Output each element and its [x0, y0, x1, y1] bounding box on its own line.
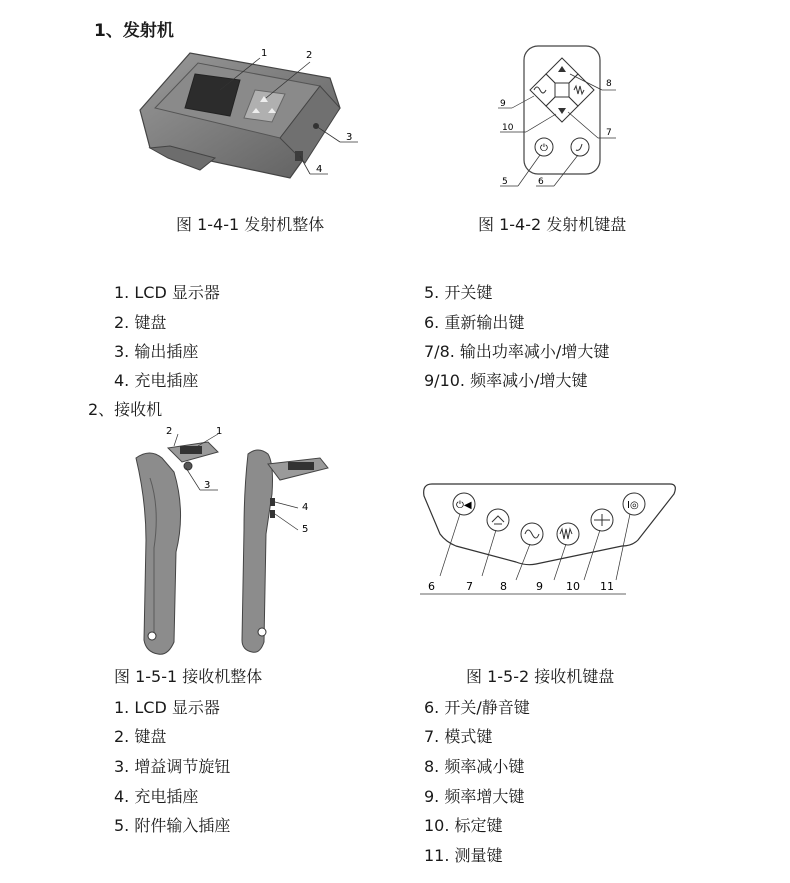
- callout-6: 6: [538, 177, 544, 187]
- list-item: 7/8. 输出功率减小/增大键: [424, 342, 610, 361]
- callout-1: 1: [216, 426, 223, 437]
- callout-4: 4: [316, 164, 323, 175]
- callout-5: 5: [502, 177, 508, 187]
- figure-caption-1-5-1: 图 1-5-1 接收机整体: [114, 667, 263, 686]
- callout-7: 7: [606, 128, 612, 138]
- callout-6: 6: [428, 580, 435, 593]
- list-item: 6. 重新输出键: [424, 313, 525, 332]
- callout-8: 8: [606, 79, 612, 89]
- figure-caption-1-5-2: 图 1-5-2 接收机键盘: [466, 667, 615, 686]
- svg-text:I◎: I◎: [627, 500, 639, 511]
- callout-2: 2: [306, 50, 313, 61]
- list-item: 4. 充电插座: [114, 371, 199, 390]
- figure-caption-1-4-1: 图 1-4-1 发射机整体: [176, 215, 325, 234]
- callout-3: 3: [204, 480, 211, 491]
- list-item: 2. 键盘: [114, 313, 167, 332]
- receiver-illustration: [120, 418, 340, 662]
- callout-9: 9: [536, 580, 543, 593]
- callout-4: 4: [302, 502, 309, 513]
- list-item: 6. 开关/静音键: [424, 698, 530, 717]
- list-item: 2. 键盘: [114, 727, 167, 746]
- callout-8: 8: [500, 580, 507, 593]
- callout-2: 2: [166, 426, 173, 437]
- callout-1: 1: [261, 48, 268, 59]
- list-item: 9. 频率增大键: [424, 787, 525, 806]
- list-item: 3. 增益调节旋钮: [114, 757, 231, 776]
- callout-7: 7: [466, 580, 473, 593]
- callout-11: 11: [600, 580, 614, 593]
- svg-text:⏻◀: ⏻◀: [456, 500, 472, 511]
- list-item: 4. 充电插座: [114, 787, 199, 806]
- section-title-receiver: 2、接收机: [88, 400, 163, 419]
- list-item: 5. 开关键: [424, 283, 493, 302]
- callout-9: 9: [500, 99, 506, 109]
- list-item: 9/10. 频率减小/增大键: [424, 371, 588, 390]
- receiver-keypad-illustration: [416, 476, 686, 610]
- list-item: 10. 标定键: [424, 816, 503, 835]
- list-item: 1. LCD 显示器: [114, 698, 220, 717]
- transmitter-keypad-illustration: [490, 40, 630, 204]
- callout-10: 10: [502, 123, 514, 133]
- list-item: 1. LCD 显示器: [114, 283, 220, 302]
- transmitter-illustration: [120, 38, 380, 202]
- list-item: 5. 附件输入插座: [114, 816, 231, 835]
- section-title-transmitter: 1、发射机: [94, 21, 174, 41]
- callout-5: 5: [302, 524, 309, 535]
- list-item: 8. 频率减小键: [424, 757, 525, 776]
- list-item: 7. 模式键: [424, 727, 493, 746]
- callout-10: 10: [566, 580, 580, 593]
- callout-3: 3: [346, 132, 353, 143]
- svg-text:⏻: ⏻: [540, 143, 548, 154]
- list-item: 11. 测量键: [424, 846, 503, 865]
- figure-caption-1-4-2: 图 1-4-2 发射机键盘: [478, 215, 627, 234]
- list-item: 3. 输出插座: [114, 342, 199, 361]
